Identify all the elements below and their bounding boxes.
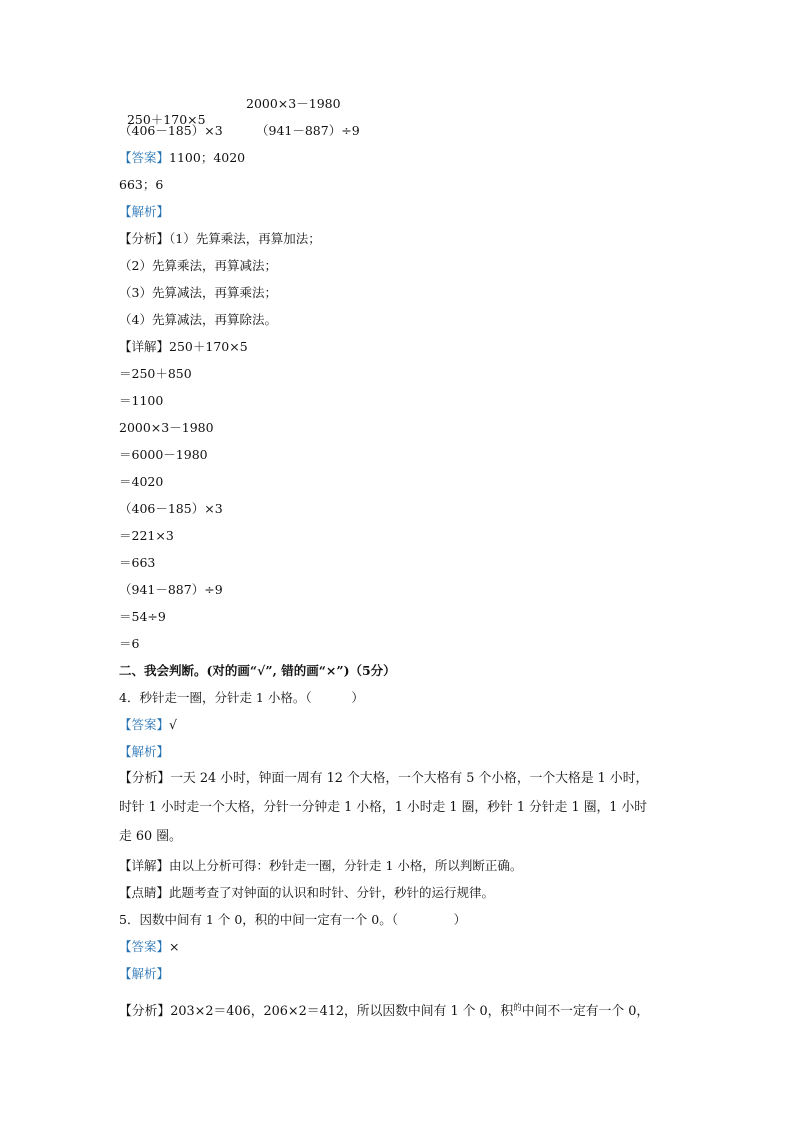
q4-fenxi-3: 走 60 圈。 [119,829,182,844]
answer-tag: 【答案】 [119,150,170,165]
detail-tag: 【详解】 [119,858,170,873]
q3-detail-7: ＝221×3 [119,528,174,543]
q3-fenxi-2: （2）先算乘法，再算减法； [119,258,277,273]
q3-fenxi-1: （1）先算乘法，再算加法； [169,231,321,246]
fenxi-tag: 【分析】 [119,231,170,246]
q3-detail-line-1 [119,339,248,355]
q3-expr-a: 250＋170×5 [126,112,206,127]
q3-detail-11: ＝6 [119,636,140,651]
q3-answer-1: 1100；4020 [169,150,246,165]
q3-detail-9: （941－887）÷9 [119,582,223,597]
q3-answer-line [119,150,245,166]
q3-fenxi-line-1 [119,231,321,247]
q3-expr-d: （941－887）÷9 [256,123,360,138]
q4-detail-line [119,858,522,874]
q3-expr-c: （406－185）×3 [119,123,223,138]
q3-detail-2: ＝1100 [119,393,164,408]
q4-detail: 由以上分析可得：秒针走一圈，分针走 1 小格，所以判断正确。 [169,858,523,873]
q4-fenxi-1: 一天 24 小时，钟面一周有 12 个大格，一个大格有 5 个小格，一个大格是 1 小时， [170,771,649,786]
q3-detail-6: （406－185）×3 [119,501,223,516]
q3-detail-5: ＝4020 [119,474,164,489]
q5-question: 5．因数中间有 1 个 0，积的中间一定有一个 0。（ ） [119,912,467,927]
q3-detail-1: ＝250＋850 [119,366,192,381]
analysis-tag: 【解析】 [119,966,170,981]
q4-answer-line [119,717,177,733]
q4-fenxi-2: 时针 1 小时走一个大格，分针一分钟走 1 小格，1 小时走 1 圈，秒针 1 分针走 1 圈，1 小时 [119,800,648,815]
section-2-heading: 二、我会判断。(对的画“√”, 错的画“×”)（5分） [119,663,396,678]
comment-tag: 【点睛】 [119,885,170,900]
answer-tag: 【答案】 [119,717,170,732]
q3-expr-b: 2000×3－1980 [246,96,341,111]
q4-fenxi-line-1 [119,771,648,787]
q3-detail-10: ＝54÷9 [119,609,166,624]
q3-detail-0: 250＋170×5 [169,339,248,354]
q4-comment: 此题考查了对钟面的认识和时针、分针，秒针的运行规律。 [169,885,495,900]
q3-fenxi-4: （4）先算减法，再算除法。 [119,312,277,327]
q4-question: 4．秒针走一圈，分针走 1 小格。（ ） [119,690,364,705]
q3-detail-8: ＝663 [119,555,156,570]
q5-fenxi-line [119,1000,649,1020]
q5-answer: × [169,939,180,954]
q5-fenxi-a: 203×2＝406，206×2＝412，所以因数中间有 1 个 0，积 [170,1004,514,1019]
q3-fenxi-3: （3）先算减法，再算乘法； [119,285,277,300]
q3-detail-3: 2000×3－1980 [119,420,214,435]
q4-answer: √ [169,717,177,732]
q3-detail-4: ＝6000－1980 [119,447,208,462]
q3-answer-2: 663；6 [119,177,164,192]
detail-tag: 【详解】 [119,339,170,354]
q4-comment-line [119,885,494,901]
analysis-tag: 【解析】 [119,204,170,219]
fenxi-tag: 【分析】 [119,771,171,786]
q5-fenxi-small: 的 [513,1003,522,1013]
q5-answer-line [119,939,180,955]
analysis-tag: 【解析】 [119,744,170,759]
q5-fenxi-b: 中间不一定有一个 0， [521,1004,650,1019]
answer-tag: 【答案】 [119,939,170,954]
fenxi-tag: 【分析】 [119,1004,171,1019]
